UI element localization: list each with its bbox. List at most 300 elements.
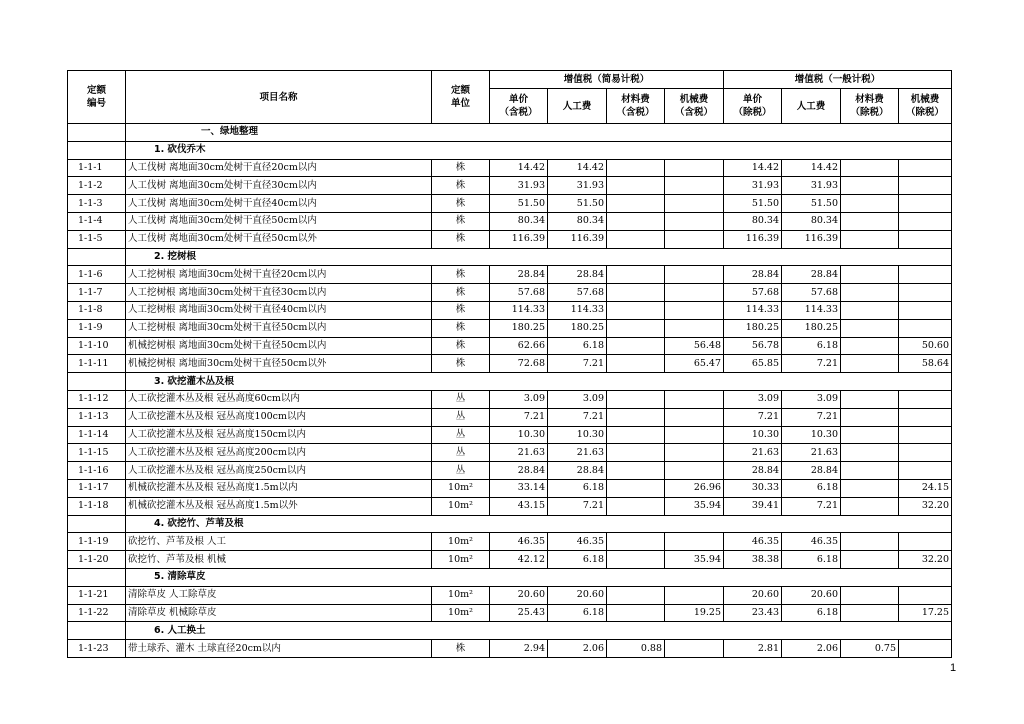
cell-value xyxy=(841,266,899,284)
cell-value xyxy=(607,266,665,284)
cell-value xyxy=(607,319,665,337)
table-row xyxy=(68,301,952,319)
cell-unit: 丛 xyxy=(432,426,490,444)
cell-unit: 10m² xyxy=(432,533,490,551)
cell-unit: 10m² xyxy=(432,551,490,569)
cell-value xyxy=(665,319,724,337)
cell-name: 人工砍挖灌木丛及根 冠丛高度250cm以内 xyxy=(126,462,432,480)
cell-value xyxy=(841,462,899,480)
subsection-row xyxy=(68,141,952,159)
cell-value: 3.09 xyxy=(782,390,841,408)
cell-value: 23.43 xyxy=(724,604,782,622)
cell-value: 114.33 xyxy=(724,301,782,319)
cell-value: 26.96 xyxy=(665,479,724,497)
subsection-row xyxy=(68,568,952,586)
cell-name: 机械砍挖灌木丛及根 冠丛高度1.5m以外 xyxy=(126,497,432,515)
cell-value xyxy=(607,604,665,622)
cell-value xyxy=(607,159,665,177)
header-code: 定额 编号 xyxy=(68,71,126,124)
cell-value: 180.25 xyxy=(548,319,607,337)
cell-code: 1-1-23 xyxy=(68,640,126,658)
cell-code: 1-1-20 xyxy=(68,551,126,569)
table-row xyxy=(68,462,952,480)
cell-code: 1-1-18 xyxy=(68,497,126,515)
cell-name: 人工砍挖灌木丛及根 冠丛高度200cm以内 xyxy=(126,444,432,462)
cell-value: 46.35 xyxy=(548,533,607,551)
cell-name: 人工伐树 离地面30cm处树干直径40cm以内 xyxy=(126,195,432,213)
cell-value xyxy=(665,462,724,480)
cell-value: 51.50 xyxy=(782,195,841,213)
cell-code: 1-1-2 xyxy=(68,177,126,195)
header-sub-general: 材料费 （除税） xyxy=(841,89,899,124)
cell-value xyxy=(665,533,724,551)
subsection-row xyxy=(68,622,952,640)
table-row xyxy=(68,355,952,373)
table-row xyxy=(68,212,952,230)
cell-value: 46.35 xyxy=(782,533,841,551)
cell-code: 1-1-7 xyxy=(68,284,126,302)
cell-value: 50.60 xyxy=(899,337,952,355)
cell-unit: 株 xyxy=(432,284,490,302)
cell-value: 28.84 xyxy=(724,462,782,480)
cell-value xyxy=(899,444,952,462)
table-header xyxy=(68,71,952,124)
cell-value xyxy=(607,479,665,497)
cell-code: 1-1-6 xyxy=(68,266,126,284)
cell-value: 10.30 xyxy=(548,426,607,444)
cell-value: 51.50 xyxy=(548,195,607,213)
cell-value: 72.68 xyxy=(490,355,548,373)
cell-value xyxy=(899,301,952,319)
cell-code: 1-1-17 xyxy=(68,479,126,497)
cell-value: 6.18 xyxy=(782,551,841,569)
cell-blank xyxy=(68,373,126,391)
table-row xyxy=(68,177,952,195)
cell-value: 28.84 xyxy=(490,266,548,284)
cell-code: 1-1-13 xyxy=(68,408,126,426)
cell-value: 39.41 xyxy=(724,497,782,515)
cell-value: 31.93 xyxy=(490,177,548,195)
cell-value xyxy=(607,586,665,604)
cell-value: 28.84 xyxy=(490,462,548,480)
table-row xyxy=(68,479,952,497)
header-sub-simple: 材料费 （含税） xyxy=(607,89,665,124)
cell-value: 114.33 xyxy=(490,301,548,319)
cell-value: 28.84 xyxy=(782,266,841,284)
cell-blank xyxy=(68,622,126,640)
cell-code: 1-1-15 xyxy=(68,444,126,462)
cell-value xyxy=(841,159,899,177)
cell-value xyxy=(899,212,952,230)
cell-value xyxy=(841,586,899,604)
cell-value xyxy=(841,355,899,373)
table-row xyxy=(68,426,952,444)
cell-value xyxy=(607,444,665,462)
cell-name: 人工砍挖灌木丛及根 冠丛高度60cm以内 xyxy=(126,390,432,408)
cell-value: 30.33 xyxy=(724,479,782,497)
cell-value xyxy=(665,212,724,230)
cell-value xyxy=(841,319,899,337)
cell-unit: 10m² xyxy=(432,479,490,497)
cell-blank xyxy=(68,141,126,159)
cell-value: 6.18 xyxy=(782,604,841,622)
cell-value xyxy=(899,266,952,284)
cell-value xyxy=(899,230,952,248)
cell-value xyxy=(841,551,899,569)
cell-value xyxy=(665,195,724,213)
cell-value: 6.18 xyxy=(548,479,607,497)
cell-value xyxy=(665,177,724,195)
header-sub-simple: 人工费 xyxy=(548,89,607,124)
cell-blank xyxy=(68,515,126,533)
cell-value xyxy=(841,533,899,551)
cell-unit: 株 xyxy=(432,266,490,284)
cell-unit: 株 xyxy=(432,337,490,355)
cell-value xyxy=(607,355,665,373)
cell-value: 0.75 xyxy=(841,640,899,658)
table-row xyxy=(68,533,952,551)
cell-value: 20.60 xyxy=(782,586,841,604)
cell-value: 46.35 xyxy=(724,533,782,551)
cell-unit: 株 xyxy=(432,355,490,373)
cell-value xyxy=(899,159,952,177)
cell-value xyxy=(841,212,899,230)
cell-value xyxy=(607,301,665,319)
header-sub-general: 机械费 （除税） xyxy=(899,89,952,124)
table-row xyxy=(68,408,952,426)
cell-value xyxy=(607,230,665,248)
cell-value: 21.63 xyxy=(490,444,548,462)
header-sub-simple: 单价 （含税） xyxy=(490,89,548,124)
cell-unit: 丛 xyxy=(432,390,490,408)
header-group-simple: 增值税（简易计税） xyxy=(490,71,724,89)
cell-value xyxy=(899,284,952,302)
cell-value xyxy=(899,640,952,658)
cell-value xyxy=(665,640,724,658)
cell-value: 33.14 xyxy=(490,479,548,497)
subsection-title: 6. 人工换土 xyxy=(126,622,952,640)
cell-code: 1-1-4 xyxy=(68,212,126,230)
subsection-row xyxy=(68,515,952,533)
cell-value: 7.21 xyxy=(548,408,607,426)
cell-value: 57.68 xyxy=(490,284,548,302)
cell-value xyxy=(665,230,724,248)
table-row xyxy=(68,159,952,177)
subsection-title: 4. 砍挖竹、芦苇及根 xyxy=(126,515,952,533)
cell-value: 3.09 xyxy=(548,390,607,408)
cell-value: 35.94 xyxy=(665,551,724,569)
header-name: 项目名称 xyxy=(126,71,432,124)
section-row xyxy=(68,124,952,142)
subsection-row xyxy=(68,373,952,391)
cell-value: 7.21 xyxy=(724,408,782,426)
cell-value: 57.68 xyxy=(724,284,782,302)
cell-blank xyxy=(68,568,126,586)
cell-value xyxy=(899,390,952,408)
subsection-title: 3. 砍挖灌木丛及根 xyxy=(126,373,952,391)
cell-code: 1-1-10 xyxy=(68,337,126,355)
cell-code: 1-1-16 xyxy=(68,462,126,480)
cell-code: 1-1-5 xyxy=(68,230,126,248)
table-row xyxy=(68,604,952,622)
header-sub-general: 单价 （除税） xyxy=(724,89,782,124)
cell-value xyxy=(607,462,665,480)
cell-unit: 株 xyxy=(432,177,490,195)
cell-value: 31.93 xyxy=(724,177,782,195)
cell-unit: 丛 xyxy=(432,444,490,462)
cell-value xyxy=(899,586,952,604)
cell-value: 180.25 xyxy=(490,319,548,337)
cell-value xyxy=(841,408,899,426)
cell-code: 1-1-11 xyxy=(68,355,126,373)
header-group-general: 增值税（一般计税） xyxy=(724,71,952,89)
cell-unit: 株 xyxy=(432,640,490,658)
cell-code: 1-1-22 xyxy=(68,604,126,622)
cell-value: 7.21 xyxy=(782,355,841,373)
cell-value: 114.33 xyxy=(782,301,841,319)
cell-value: 28.84 xyxy=(548,462,607,480)
cell-value xyxy=(899,408,952,426)
cell-value xyxy=(665,586,724,604)
cell-value: 180.25 xyxy=(724,319,782,337)
cell-value: 80.34 xyxy=(490,212,548,230)
table-row xyxy=(68,319,952,337)
cell-value xyxy=(841,230,899,248)
cell-value xyxy=(665,390,724,408)
cell-value: 3.09 xyxy=(724,390,782,408)
cell-value: 32.20 xyxy=(899,497,952,515)
cell-code: 1-1-3 xyxy=(68,195,126,213)
cell-name: 砍挖竹、芦苇及根 机械 xyxy=(126,551,432,569)
subsection-row xyxy=(68,248,952,266)
cell-value: 6.18 xyxy=(548,604,607,622)
cell-code: 1-1-14 xyxy=(68,426,126,444)
cell-value xyxy=(665,266,724,284)
cell-name: 机械砍挖灌木丛及根 冠丛高度1.5m以内 xyxy=(126,479,432,497)
cell-value xyxy=(607,284,665,302)
cell-value xyxy=(665,159,724,177)
cell-value xyxy=(841,390,899,408)
cell-value: 6.18 xyxy=(548,337,607,355)
cell-value: 42.12 xyxy=(490,551,548,569)
cell-value: 65.85 xyxy=(724,355,782,373)
cell-value: 116.39 xyxy=(548,230,607,248)
cell-value xyxy=(899,462,952,480)
cell-value xyxy=(899,533,952,551)
cell-unit: 丛 xyxy=(432,408,490,426)
cell-unit: 株 xyxy=(432,319,490,337)
cell-name: 清除草皮 机械除草皮 xyxy=(126,604,432,622)
cell-name: 砍挖竹、芦苇及根 人工 xyxy=(126,533,432,551)
cell-name: 人工挖树根 离地面30cm处树干直径40cm以内 xyxy=(126,301,432,319)
table-row xyxy=(68,390,952,408)
cell-value xyxy=(607,426,665,444)
cell-value: 56.48 xyxy=(665,337,724,355)
cell-value: 80.34 xyxy=(782,212,841,230)
section-title: 一、绿地整理 xyxy=(126,124,952,142)
cell-value xyxy=(607,497,665,515)
cell-value: 2.06 xyxy=(782,640,841,658)
cell-name: 人工砍挖灌木丛及根 冠丛高度150cm以内 xyxy=(126,426,432,444)
cell-value xyxy=(607,212,665,230)
cell-value: 10.30 xyxy=(724,426,782,444)
cell-value xyxy=(841,426,899,444)
cell-value: 57.68 xyxy=(782,284,841,302)
cell-value xyxy=(841,301,899,319)
cell-value: 21.63 xyxy=(548,444,607,462)
cell-value: 80.34 xyxy=(548,212,607,230)
cell-value: 10.30 xyxy=(490,426,548,444)
cell-value: 6.18 xyxy=(782,337,841,355)
cell-value: 20.60 xyxy=(490,586,548,604)
cell-code: 1-1-21 xyxy=(68,586,126,604)
cell-value: 46.35 xyxy=(490,533,548,551)
cell-unit: 10m² xyxy=(432,604,490,622)
cell-value: 51.50 xyxy=(724,195,782,213)
cell-value: 17.25 xyxy=(899,604,952,622)
cell-value xyxy=(899,195,952,213)
cell-value xyxy=(607,551,665,569)
cell-value xyxy=(607,337,665,355)
cell-name: 人工伐树 离地面30cm处树干直径50cm以外 xyxy=(126,230,432,248)
cell-value xyxy=(841,444,899,462)
cell-code: 1-1-9 xyxy=(68,319,126,337)
cell-name: 人工伐树 离地面30cm处树干直径20cm以内 xyxy=(126,159,432,177)
cell-value xyxy=(607,390,665,408)
header-sub-simple: 机械费 （含税） xyxy=(665,89,724,124)
cell-value: 7.21 xyxy=(490,408,548,426)
cell-value xyxy=(841,497,899,515)
cell-value: 80.34 xyxy=(724,212,782,230)
cell-value: 35.94 xyxy=(665,497,724,515)
cell-value: 24.15 xyxy=(899,479,952,497)
table-row xyxy=(68,497,952,515)
cell-value: 7.21 xyxy=(782,408,841,426)
cell-unit: 10m² xyxy=(432,497,490,515)
cell-value: 20.60 xyxy=(724,586,782,604)
cell-value: 57.68 xyxy=(548,284,607,302)
cell-value: 20.60 xyxy=(548,586,607,604)
cell-name: 人工挖树根 离地面30cm处树干直径30cm以内 xyxy=(126,284,432,302)
cell-code: 1-1-12 xyxy=(68,390,126,408)
cell-value: 65.47 xyxy=(665,355,724,373)
cell-value: 0.88 xyxy=(607,640,665,658)
cell-value xyxy=(665,301,724,319)
cell-value: 114.33 xyxy=(548,301,607,319)
cell-value: 6.18 xyxy=(548,551,607,569)
cell-value xyxy=(665,408,724,426)
cell-unit: 株 xyxy=(432,159,490,177)
cell-value: 32.20 xyxy=(899,551,952,569)
subsection-title: 5. 清除草皮 xyxy=(126,568,952,586)
cell-value xyxy=(841,604,899,622)
cell-value: 116.39 xyxy=(724,230,782,248)
cell-value xyxy=(607,533,665,551)
cell-value xyxy=(607,177,665,195)
cell-value: 10.30 xyxy=(782,426,841,444)
cell-value xyxy=(841,177,899,195)
page-number: 1 xyxy=(950,662,957,674)
table-row xyxy=(68,337,952,355)
cell-value: 58.64 xyxy=(899,355,952,373)
cell-code: 1-1-19 xyxy=(68,533,126,551)
cell-unit: 株 xyxy=(432,195,490,213)
cell-name: 清除草皮 人工除草皮 xyxy=(126,586,432,604)
cell-value: 7.21 xyxy=(782,497,841,515)
cell-blank xyxy=(68,248,126,266)
cell-value: 14.42 xyxy=(724,159,782,177)
cell-name: 带土球乔、灌木 土球直径20cm以内 xyxy=(126,640,432,658)
cell-value: 21.63 xyxy=(724,444,782,462)
table-row xyxy=(68,640,952,658)
cell-value xyxy=(607,195,665,213)
subsection-title: 1. 砍伐乔木 xyxy=(126,141,952,159)
cell-value xyxy=(841,284,899,302)
cell-value: 28.84 xyxy=(782,462,841,480)
header-unit: 定额 单位 xyxy=(432,71,490,124)
table-row xyxy=(68,266,952,284)
table-row xyxy=(68,284,952,302)
cell-value: 14.42 xyxy=(782,159,841,177)
table-row xyxy=(68,586,952,604)
cell-unit: 株 xyxy=(432,301,490,319)
cell-value: 28.84 xyxy=(548,266,607,284)
cell-value xyxy=(841,337,899,355)
cell-value xyxy=(665,444,724,462)
cell-unit: 10m² xyxy=(432,586,490,604)
cell-value: 180.25 xyxy=(782,319,841,337)
table-row xyxy=(68,195,952,213)
cell-value: 14.42 xyxy=(490,159,548,177)
cell-value: 62.66 xyxy=(490,337,548,355)
cell-value xyxy=(899,426,952,444)
cell-value: 7.21 xyxy=(548,497,607,515)
cell-value: 2.06 xyxy=(548,640,607,658)
cell-name: 人工挖树根 离地面30cm处树干直径50cm以内 xyxy=(126,319,432,337)
cell-value: 3.09 xyxy=(490,390,548,408)
cell-value: 14.42 xyxy=(548,159,607,177)
cell-value: 116.39 xyxy=(490,230,548,248)
cell-unit: 丛 xyxy=(432,462,490,480)
quota-table xyxy=(67,70,952,658)
cell-value xyxy=(665,426,724,444)
cell-value: 21.63 xyxy=(782,444,841,462)
cell-value: 6.18 xyxy=(782,479,841,497)
table-body xyxy=(68,124,952,658)
cell-value xyxy=(665,284,724,302)
cell-unit: 株 xyxy=(432,230,490,248)
table-row xyxy=(68,230,952,248)
cell-value xyxy=(899,177,952,195)
table-row xyxy=(68,444,952,462)
cell-value: 51.50 xyxy=(490,195,548,213)
header-sub-general: 人工费 xyxy=(782,89,841,124)
subsection-title: 2. 挖树根 xyxy=(126,248,952,266)
cell-value: 116.39 xyxy=(782,230,841,248)
cell-value xyxy=(607,408,665,426)
cell-value: 2.94 xyxy=(490,640,548,658)
cell-value: 56.78 xyxy=(724,337,782,355)
cell-value: 38.38 xyxy=(724,551,782,569)
cell-name: 人工伐树 离地面30cm处树干直径30cm以内 xyxy=(126,177,432,195)
cell-name: 人工砍挖灌木丛及根 冠丛高度100cm以内 xyxy=(126,408,432,426)
cell-value xyxy=(899,319,952,337)
cell-value: 43.15 xyxy=(490,497,548,515)
cell-value: 31.93 xyxy=(782,177,841,195)
cell-value: 19.25 xyxy=(665,604,724,622)
cell-code: 1-1-1 xyxy=(68,159,126,177)
cell-blank xyxy=(68,124,126,142)
